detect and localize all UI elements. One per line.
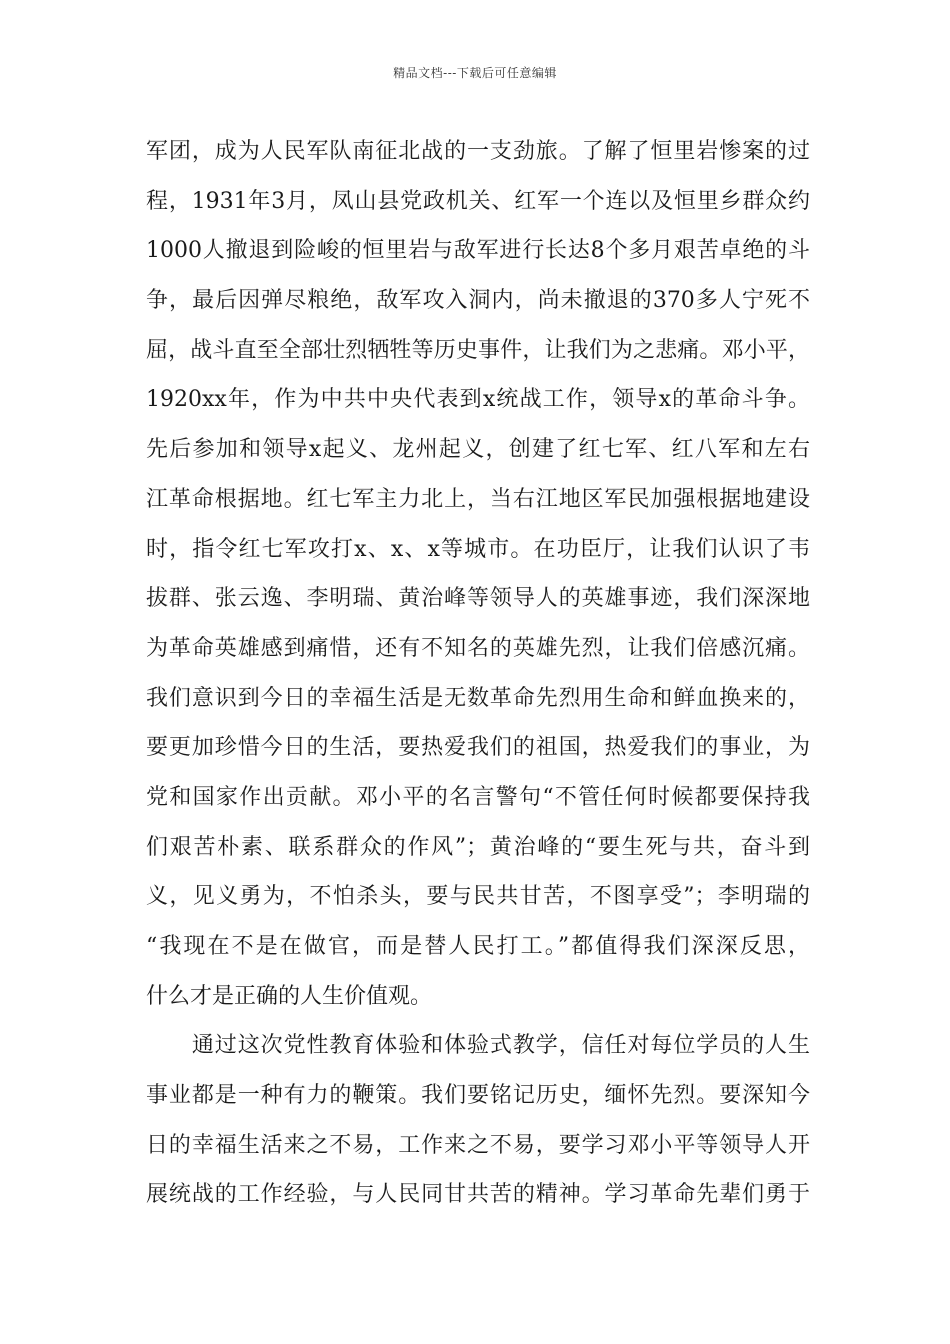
document-body — [146, 127, 810, 1220]
paragraph-2 — [146, 1021, 810, 1220]
text-line: 展统战的工作经验，与人民同甘共苦的精神。学习革命先辈们勇于 — [146, 1182, 810, 1208]
text-line: 争，最后因弹尽粮绝，敌军攻入洞内，尚未撤退的370多人宁死不 — [146, 288, 810, 314]
text-line: 我们意识到今日的幸福生活是无数革命先烈用生命和鲜血换来的， — [146, 685, 810, 711]
paragraph-1 — [146, 127, 810, 1021]
text-line: 拔群、张云逸、李明瑞、黄治峰等领导人的英雄事迹，我们深深地 — [146, 586, 810, 612]
text-line: 江革命根据地。红七军主力北上，当右江地区军民加强根据地建设 — [146, 486, 810, 512]
text-line: 日的幸福生活来之不易，工作来之不易，要学习邓小平等领导人开 — [146, 1132, 810, 1158]
text-line: 屈，战斗直至全部壮烈牺牲等历史事件，让我们为之悲痛。邓小平， — [146, 337, 810, 363]
text-line: 时，指令红七军攻打x、x、x等城市。在功臣厅，让我们认识了韦 — [146, 536, 810, 562]
text-line: 程，1931年3月，凤山县党政机关、红军一个连以及恒里乡群众约 — [146, 188, 810, 214]
text-line: “我现在不是在做官，而是替人民打工。”都值得我们深深反思， — [146, 934, 810, 959]
text-line: 义，见义勇为，不怕杀头，要与民共甘苦，不图享受”；李明瑞的 — [146, 884, 810, 910]
text-line: 通过这次党性教育体验和体验式教学，信任对每位学员的人生 — [146, 1033, 810, 1059]
text-line: 为革命英雄感到痛惜，还有不知名的英雄先烈，让我们倍感沉痛。 — [146, 635, 810, 661]
page-header: 精品文档---下载后可任意编辑 — [393, 66, 557, 80]
text-line: 先后参加和领导x起义、龙州起义，创建了红七军、红八军和左右 — [146, 437, 810, 463]
text-line: 事业都是一种有力的鞭策。我们要铭记历史，缅怀先烈。要深知今 — [146, 1083, 810, 1109]
text-line: 要更加珍惜今日的生活，要热爱我们的祖国，热爱我们的事业，为 — [146, 735, 810, 761]
text-line: 们艰苦朴素、联系群众的作风”；黄治峰的“要生死与共，奋斗到 — [146, 834, 810, 860]
text-line: 军团，成为人民军队南征北战的一支劲旅。了解了恒里岩惨案的过 — [146, 139, 810, 164]
text-line: 什么才是正确的人生价值观。 — [146, 983, 433, 1009]
text-line: 1920xx年，作为中共中央代表到x统战工作，领导x的革命斗争。 — [146, 387, 810, 413]
text-line: 党和国家作出贡献。邓小平的名言警句“不管任何时候都要保持我 — [146, 784, 810, 810]
text-line: 1000人撤退到险峻的恒里岩与敌军进行长达8个多月艰苦卓绝的斗 — [146, 238, 810, 264]
